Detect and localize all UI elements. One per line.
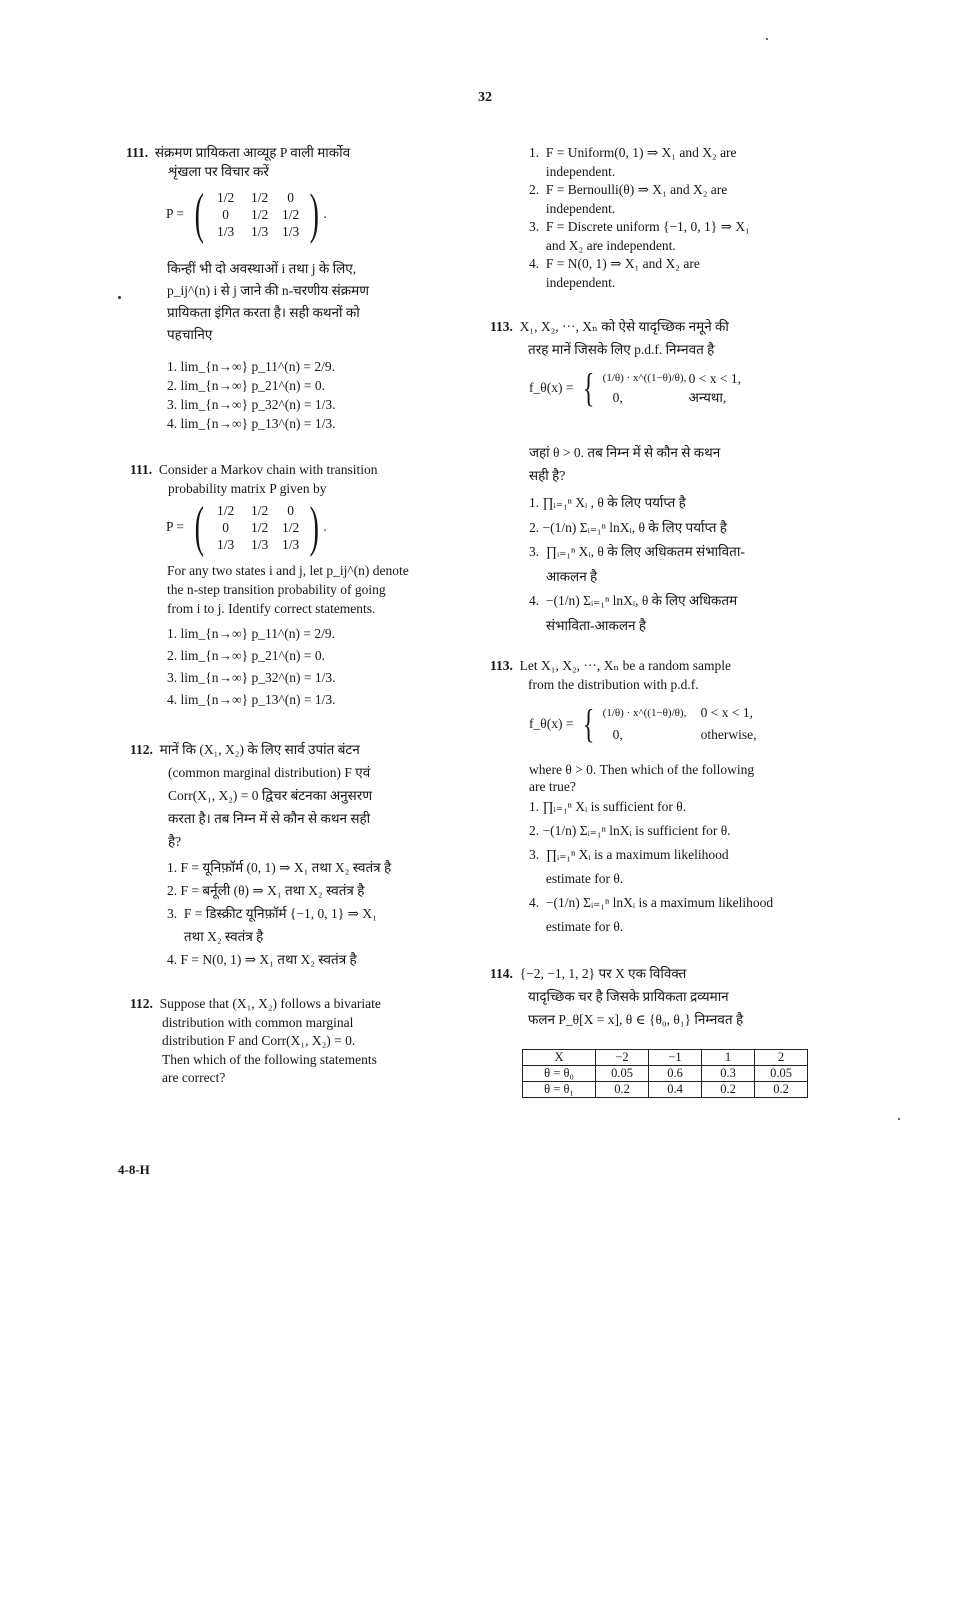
option-4-cont: estimate for θ. bbox=[529, 919, 624, 934]
option-3: 3. ∏ᵢ₌₁ⁿ Xᵢ, θ के लिए अधिकतम संभाविता- bbox=[529, 544, 745, 559]
option-3-cont: estimate for θ. bbox=[529, 871, 624, 886]
q111-english-matrix bbox=[166, 496, 327, 558]
option-3-cont: आकलन है bbox=[529, 568, 598, 584]
table-header-row bbox=[523, 1050, 808, 1066]
option-4: 4. F = N(0, 1) ⇒ X₁ तथा X₂ स्वतंत्र है bbox=[167, 952, 357, 967]
option-2: 2. lim_{n→∞} p_21^(n) = 0. bbox=[167, 378, 326, 393]
question-text: Consider a Markov chain with transition bbox=[158, 462, 378, 477]
matrix-cell: 1/2 bbox=[251, 206, 269, 222]
table-header-cell: −2 bbox=[596, 1050, 649, 1066]
right-paren: ) bbox=[309, 496, 319, 558]
scan-speck bbox=[118, 296, 121, 299]
option-3-cont: तथा X₂ स्वतंत्र है bbox=[167, 929, 264, 944]
matrix-end: . bbox=[323, 206, 327, 221]
desc-line: For any two states i and j, let p_ij^(n) denote bbox=[167, 563, 409, 578]
question-number: 114. bbox=[490, 966, 513, 981]
table-cell: 0.4 bbox=[649, 1082, 702, 1098]
q111-hindi-options bbox=[167, 357, 452, 433]
question-line: where θ > 0. Then which of the following bbox=[529, 762, 755, 777]
q111-hindi bbox=[126, 143, 446, 181]
question-line: {−2, −1, 1, 2} पर X एक विविक्त bbox=[519, 966, 687, 981]
scan-speck bbox=[898, 1118, 900, 1120]
question-line: distribution F and Corr(X₁, X₂) = 0. bbox=[162, 1033, 356, 1048]
q113-hindi-pdf bbox=[529, 365, 799, 410]
table-cell: 0.3 bbox=[702, 1066, 755, 1082]
question-line: distribution with common marginal bbox=[162, 1014, 354, 1030]
footer-code: 4-8-H bbox=[118, 1162, 150, 1177]
table-cell: 0.2 bbox=[596, 1082, 649, 1098]
q112-english bbox=[130, 995, 446, 1088]
table-cell: 0.05 bbox=[596, 1066, 649, 1082]
matrix-cell: 1/2 bbox=[251, 519, 269, 535]
q111-hindi-matrix bbox=[166, 183, 327, 245]
q111-english-desc bbox=[167, 561, 457, 618]
table-cell: θ = θ₁ bbox=[523, 1082, 596, 1098]
q112-english-options bbox=[529, 144, 809, 292]
question-line: है? bbox=[168, 834, 182, 849]
option-3: 3. F = Discrete uniform {−1, 0, 1} ⇒ X₁ bbox=[529, 219, 750, 234]
option-2-cont: independent. bbox=[529, 200, 616, 216]
question-line: Suppose that (X₁, X₂) follows a bivariate bbox=[159, 996, 381, 1011]
question-line: मानें कि (X₁, X₂) के लिए सार्व उपांत बंटन bbox=[159, 742, 360, 757]
left-paren: ( bbox=[194, 183, 204, 245]
table-header-cell: 2 bbox=[755, 1050, 808, 1066]
pdf-lhs: f_θ(x) = bbox=[529, 716, 574, 731]
pdf-cond2: otherwise, bbox=[700, 727, 757, 742]
matrix-cell: 1/3 bbox=[282, 223, 300, 239]
option-2: 2. −(1/n) Σᵢ₌₁ⁿ lnXᵢ is sufficient for θ. bbox=[529, 823, 731, 838]
option-1: 1. F = Uniform(0, 1) ⇒ X₁ and X₂ are bbox=[529, 145, 737, 160]
matrix-cell: 1/3 bbox=[251, 223, 269, 239]
desc-line: प्रायिकता इंगित करता है। सही कथनों को bbox=[167, 305, 360, 320]
q111-english-options bbox=[167, 623, 457, 711]
option-4: 4. lim_{n→∞} p_13^(n) = 1/3. bbox=[167, 692, 336, 707]
question-line: करता है। तब निम्न में से कौन से कथन सही bbox=[168, 811, 371, 826]
q112-hindi bbox=[130, 738, 446, 853]
matrix-label: P = bbox=[166, 519, 184, 534]
q113-hindi bbox=[490, 315, 800, 361]
desc-line: पहचानिए bbox=[167, 327, 213, 342]
pdf-case2: 0, bbox=[612, 390, 623, 405]
option-4: 4. −(1/n) Σᵢ₌₁ⁿ lnXᵢ is a maximum likelihood bbox=[529, 895, 774, 910]
pdf-cases bbox=[603, 369, 799, 407]
matrix-cell: 1/2 bbox=[282, 519, 300, 535]
question-line: सही है? bbox=[529, 468, 566, 483]
matrix-label: P = bbox=[166, 206, 184, 221]
option-1: 1. ∏ᵢ₌₁ⁿ Xᵢ , θ के लिए पर्याप्त है bbox=[529, 495, 686, 510]
question-number: 112. bbox=[130, 742, 153, 757]
question-line: (common marginal distribution) F एवं bbox=[168, 765, 371, 780]
brace: { bbox=[583, 701, 595, 746]
matrix-cell: 1/2 bbox=[282, 206, 300, 222]
question-number: 112. bbox=[130, 996, 153, 1011]
question-line: Then which of the following statements bbox=[162, 1051, 377, 1067]
matrix-cell: 1/2 bbox=[217, 502, 235, 518]
option-3: 3. ∏ᵢ₌₁ⁿ Xᵢ is a maximum likelihood bbox=[529, 847, 729, 862]
pdf-cond1: 0 < x < 1, bbox=[700, 705, 754, 720]
table-cell: 0.2 bbox=[702, 1082, 755, 1098]
question-number: 111. bbox=[126, 145, 149, 160]
matrix-cell: 1/2 bbox=[217, 189, 235, 205]
left-paren: ( bbox=[194, 496, 204, 558]
question-line: from the distribution with p.d.f. bbox=[528, 677, 699, 692]
pdf-cond1: 0 < x < 1, bbox=[688, 371, 742, 386]
q112-hindi-options bbox=[167, 856, 457, 971]
table-header-cell: −1 bbox=[649, 1050, 702, 1066]
option-4: 4. F = N(0, 1) ⇒ X₁ and X₂ are bbox=[529, 256, 700, 271]
option-2: 2. −(1/n) Σᵢ₌₁ⁿ lnXᵢ, θ के लिए पर्याप्त है bbox=[529, 519, 727, 535]
option-1: 1. lim_{n→∞} p_11^(n) = 2/9. bbox=[167, 626, 336, 641]
option-2: 2. lim_{n→∞} p_21^(n) = 0. bbox=[167, 648, 326, 663]
matrix-cell: 0 bbox=[287, 502, 295, 518]
option-2: 2. F = बर्नूली (θ) ⇒ X₁ तथा X₂ स्वतंत्र है bbox=[167, 883, 365, 898]
option-3: 3. lim_{n→∞} p_32^(n) = 1/3. bbox=[167, 397, 336, 412]
question-number: 111. bbox=[130, 462, 153, 477]
matrix-cell: 1/3 bbox=[217, 223, 235, 239]
option-3-cont: and X₂ are independent. bbox=[529, 237, 676, 253]
q111-hindi-desc bbox=[167, 258, 452, 346]
pmf-table bbox=[522, 1049, 808, 1098]
pdf-cases bbox=[603, 702, 821, 746]
question-line: यादृच्छिक चर है जिसके प्रायिकता द्रव्यमान bbox=[528, 989, 729, 1004]
option-3: 3. F = डिस्क्रीट यूनिफ़ॉर्म {−1, 0, 1} ⇒ X₁ bbox=[167, 906, 377, 921]
question-line: Corr(X₁, X₂) = 0 द्विचर बंटनका अनुसरण bbox=[168, 788, 373, 803]
question-line: Let X₁, X₂, ···, Xₙ be a random sample bbox=[519, 658, 731, 673]
option-4: 4. lim_{n→∞} p_13^(n) = 1/3. bbox=[167, 416, 336, 431]
option-1: 1. ∏ᵢ₌₁ⁿ Xᵢ is sufficient for θ. bbox=[529, 799, 687, 814]
table-cell: 0.2 bbox=[755, 1082, 808, 1098]
option-4-cont: independent. bbox=[529, 274, 616, 290]
question-text: संक्रमण प्रायिकता आव्यूह P वाली मार्कोव bbox=[154, 145, 351, 160]
question-line: are true? bbox=[529, 779, 576, 794]
option-1: 1. lim_{n→∞} p_11^(n) = 2/9. bbox=[167, 359, 336, 374]
question-number: 113. bbox=[490, 658, 513, 673]
q114-hindi bbox=[490, 962, 800, 1031]
q114-pmf-table-wrap bbox=[522, 1049, 808, 1098]
question-line: तरह मानें जिसके लिए p.d.f. निम्नवत है bbox=[528, 342, 715, 357]
matrix-cell: 1/2 bbox=[251, 502, 269, 518]
question-line: are correct? bbox=[162, 1070, 226, 1085]
matrix-cell: 0 bbox=[222, 206, 230, 222]
table-cell: 0.05 bbox=[755, 1066, 808, 1082]
table-cell: θ = θ₀ bbox=[523, 1066, 596, 1082]
matrix-cell: 1/2 bbox=[251, 189, 269, 205]
matrix-cell: 1/3 bbox=[217, 536, 235, 552]
scan-speck bbox=[766, 38, 768, 40]
matrix-grid bbox=[209, 189, 305, 240]
matrix-end: . bbox=[323, 519, 327, 534]
q113-hindi-options bbox=[529, 491, 809, 638]
option-2: 2. F = Bernoulli(θ) ⇒ X₁ and X₂ are bbox=[529, 182, 728, 197]
matrix-cell: 1/3 bbox=[251, 536, 269, 552]
question-line: X₁, X₂, ···, Xₙ को ऐसे यादृच्छिक नमूने की bbox=[519, 319, 729, 334]
matrix-cell: 0 bbox=[287, 189, 295, 205]
matrix-cell: 0 bbox=[222, 519, 230, 535]
q111-english bbox=[130, 460, 450, 498]
table-row bbox=[523, 1082, 808, 1098]
question-line: फलन P_θ[X = x], θ ∈ {θ₀, θ₁} निम्नवत है bbox=[528, 1012, 744, 1027]
pdf-case1: (1/θ) · x^((1−θ)/θ), bbox=[602, 707, 687, 719]
option-1: 1. F = यूनिफ़ॉर्म (0, 1) ⇒ X₁ तथा X₂ स्वतंत्र है bbox=[167, 860, 392, 875]
matrix-grid bbox=[209, 502, 305, 553]
pdf-case2: 0, bbox=[612, 727, 623, 742]
pdf-cond2: अन्यथा, bbox=[688, 390, 727, 405]
table-header-cell: 1 bbox=[702, 1050, 755, 1066]
option-1-cont: independent. bbox=[529, 163, 616, 179]
table-cell: 0.6 bbox=[649, 1066, 702, 1082]
pdf-lhs: f_θ(x) = bbox=[529, 380, 574, 395]
q113-english-pdf bbox=[529, 702, 821, 746]
page-number: 32 bbox=[478, 90, 492, 105]
matrix-cell: 1/3 bbox=[282, 536, 300, 552]
q113-english-after bbox=[529, 761, 819, 795]
option-4-cont: संभाविता-आकलन है bbox=[529, 617, 647, 633]
q113-hindi-after bbox=[529, 441, 809, 487]
q113-english bbox=[490, 656, 800, 694]
option-3: 3. lim_{n→∞} p_32^(n) = 1/3. bbox=[167, 670, 336, 685]
question-text: probability matrix P given by bbox=[168, 481, 327, 496]
desc-line: p_ij^(n) i से j जाने की n-चरणीय संक्रमण bbox=[167, 283, 369, 298]
table-row bbox=[523, 1066, 808, 1082]
option-4: 4. −(1/n) Σᵢ₌₁ⁿ lnXᵢ, θ के लिए अधिकतम bbox=[529, 593, 738, 608]
desc-line: the n-step transition probability of going bbox=[167, 582, 386, 597]
brace: { bbox=[583, 365, 595, 410]
desc-line: किन्हीं भी दो अवस्थाओं i तथा j के लिए, bbox=[167, 261, 357, 276]
right-paren: ) bbox=[309, 183, 319, 245]
desc-line: from i to j. Identify correct statements. bbox=[167, 601, 376, 616]
q113-english-options bbox=[529, 795, 819, 939]
question-number: 113. bbox=[490, 319, 513, 334]
pdf-case1: (1/θ) · x^((1−θ)/θ), bbox=[602, 372, 687, 384]
question-text: शृंखला पर विचार करें bbox=[168, 164, 269, 179]
table-header-cell: X bbox=[523, 1050, 596, 1066]
question-line: जहां θ > 0. तब निम्न में से कौन से कथन bbox=[529, 445, 721, 460]
